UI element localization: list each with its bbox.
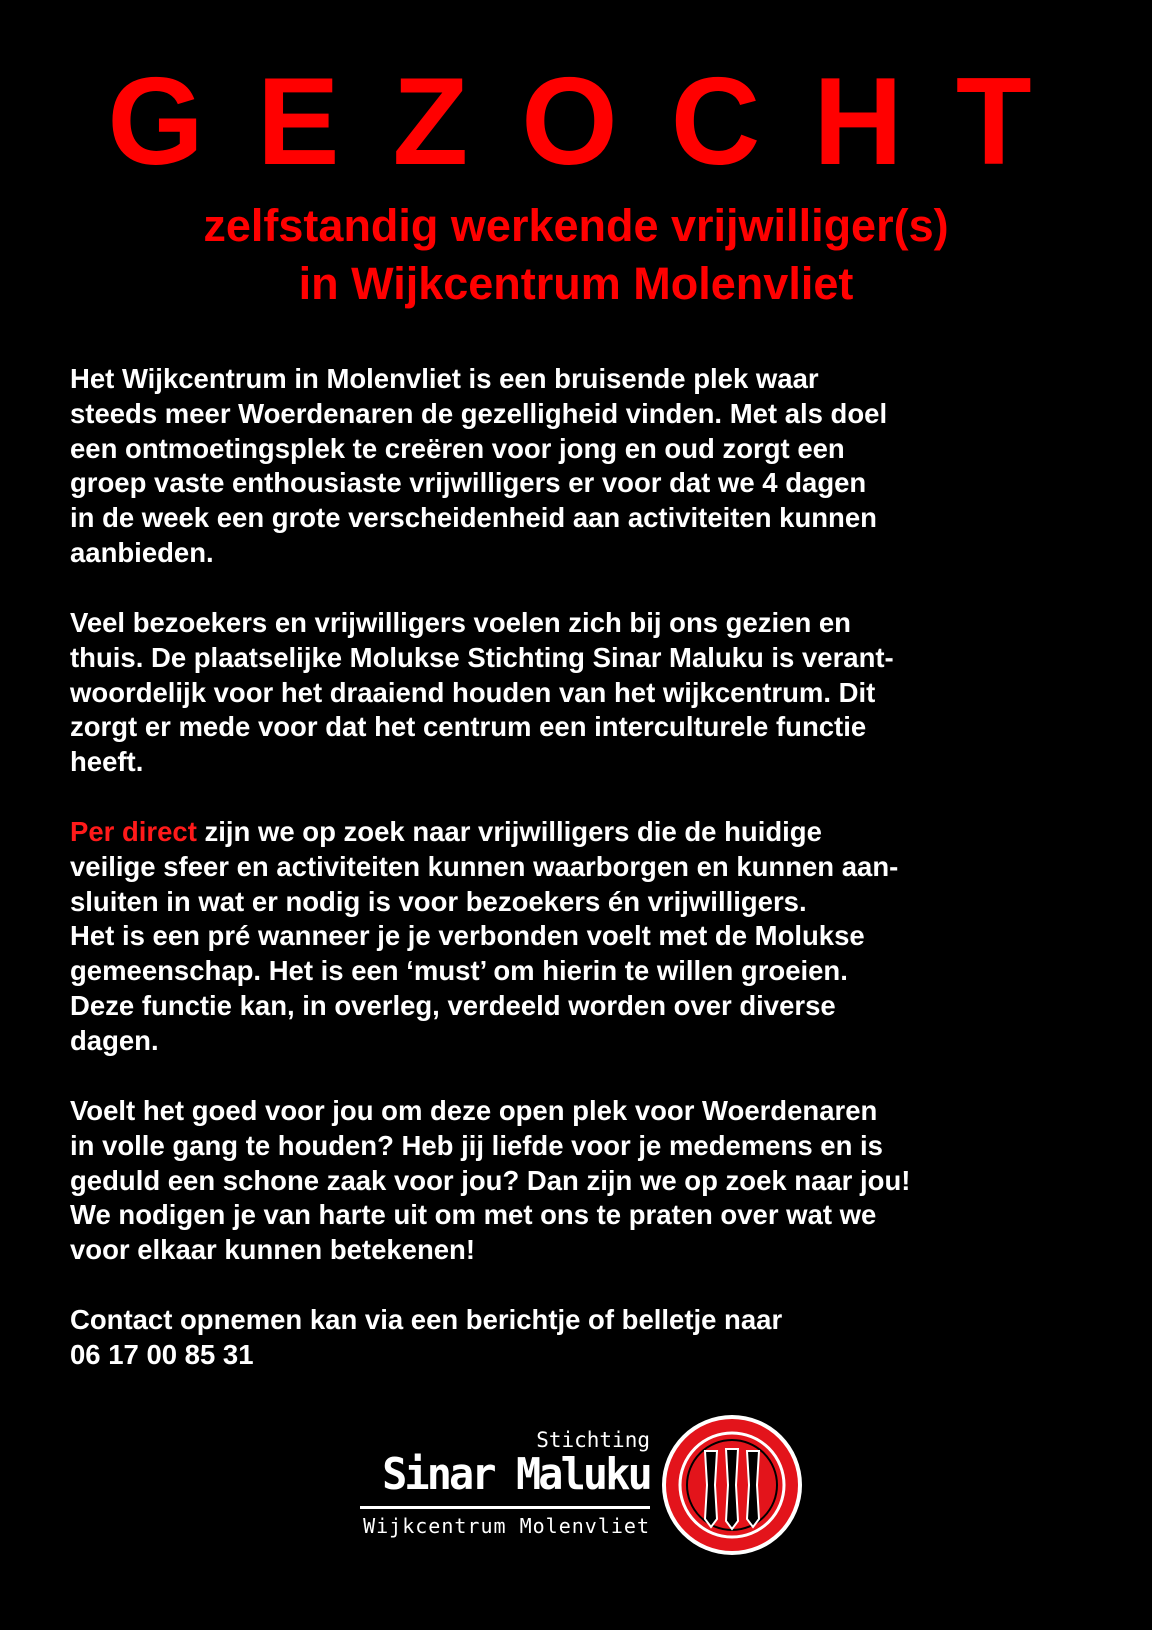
paragraph-line: in volle gang te houden? Heb jij liefde voor je medemens en is — [70, 1129, 883, 1161]
subtitle-line-1: zelfstandig werkende vrijwilliger(s) — [203, 200, 949, 251]
contact-text: Contact opnemen kan via een berichtje of belletje naar — [70, 1304, 783, 1335]
paragraph-line: sluiten in wat er nodig is voor bezoekers én vrijwilligers. — [70, 885, 807, 917]
per-direct-highlight: Per direct — [70, 816, 197, 847]
paragraph-line: gemeenschap. Het is een ‘must’ om hierin te willen groeien. — [70, 955, 848, 987]
paragraph-line: Deze functie kan, in overleg, verdeeld worden over diverse — [70, 989, 836, 1021]
paragraph-line: groep vaste enthousiaste vrijwilligers er voor dat we 4 dagen — [70, 467, 867, 499]
sinar-maluku-logo — [352, 1410, 812, 1560]
logo-name-text: Sinar Maluku — [382, 1449, 650, 1500]
paragraph-contact — [70, 1303, 1120, 1373]
sinar-maluku-emblem-icon — [660, 1413, 804, 1557]
paragraph-line: Het Wijkcentrum in Molenvliet is een bruisende plek waar — [70, 363, 819, 394]
subtitle-line-2: in Wijkcentrum Molenvliet — [298, 258, 854, 309]
paragraph-about — [70, 606, 1120, 780]
paragraph-line: dagen. — [70, 1024, 159, 1056]
paragraph-intro — [70, 362, 1120, 571]
paragraph-line: Veel bezoekers en vrijwilligers voelen zich bij ons gezien en — [70, 607, 851, 638]
phone-number: 06 17 00 85 31 — [70, 1338, 254, 1370]
paragraph-line: een ontmoetingsplek te creëren voor jong en oud zorgt een — [70, 432, 845, 464]
paragraph-line: aanbieden. — [70, 536, 214, 568]
paragraph-line: heeft. — [70, 746, 144, 778]
paragraph-line: Het is een pré wanneer je je verbonden voelt met de Molukse — [70, 920, 865, 952]
paragraph-line: We nodigen je van harte uit om met ons te praten over wat we — [70, 1199, 877, 1231]
logo-divider — [360, 1506, 650, 1509]
paragraph-line-rest: zijn we op zoek naar vrijwilligers die de huidige — [196, 816, 822, 847]
paragraph-line: veilige sfeer en activiteiten kunnen waarborgen en kunnen aan- — [70, 850, 899, 882]
logo-stichting-text: Stichting — [536, 1428, 650, 1452]
logo-subtitle-text: Wijkcentrum Molenvliet — [363, 1514, 650, 1538]
paragraph-line — [70, 815, 1120, 850]
paragraph-line: zorgt er mede voor dat het centrum een interculturele functie — [70, 711, 867, 743]
paragraph-invitation — [70, 1094, 1120, 1268]
headline: GEZOCHT — [107, 53, 1085, 191]
logo-wordmark — [352, 1410, 650, 1560]
paragraph-line: woordelijk voor het draaiend houden van het wijkcentrum. Dit — [70, 676, 876, 708]
paragraph-line: Voelt het goed voor jou om deze open plek voor Woerdenaren — [70, 1095, 878, 1126]
paragraph-line: steeds meer Woerdenaren de gezelligheid vinden. Met als doel — [70, 397, 888, 429]
paragraph-line: in de week een grote verscheidenheid aan activiteiten kunnen — [70, 502, 877, 534]
paragraph-line: thuis. De plaatselijke Molukse Stichting Sinar Maluku is verant- — [70, 641, 894, 673]
paragraph-line: voor elkaar kunnen betekenen! — [70, 1234, 475, 1266]
paragraph-line: geduld een schone zaak voor jou? Dan zijn we op zoek naar jou! — [70, 1164, 911, 1196]
paragraph-vacancy — [70, 815, 1120, 1059]
